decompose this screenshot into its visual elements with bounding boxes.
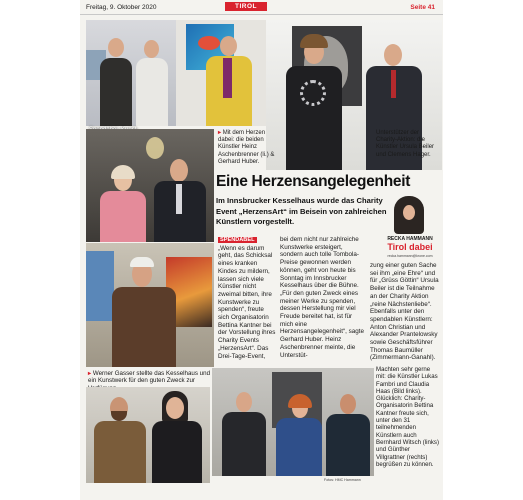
page-header: [80, 0, 443, 15]
column-logo: Tirol dabei: [387, 242, 433, 252]
photo-hackl-baumueller: [86, 20, 176, 126]
article-column-3: [370, 262, 440, 362]
article-column-1: [218, 236, 276, 360]
caption-top-right: Unterstützer der Charity-Aktion: die Künstler Ursula Beiler und Clemens Hager.: [376, 130, 435, 158]
caption-text: Werner Gasser stellte das Kesselhaus und ein Kunstwerk für den guten Zweck zur: [88, 370, 211, 385]
photo-kantner-group: [212, 368, 374, 476]
byline: [380, 196, 440, 266]
article-text: bei dem nicht nur zahlreiche Kunstwerke ersteigert, sondern auch tolle Tombola-Preise gewonnen werden können, geht von heute bis Sonntag im Innsbrucker Kesselhaus über die Bühne. „Für den guten Zweck eines meiner Werke zu spenden, dessen Herstellung mir viel Freude bereitet hat, ist für mich eine Herzensangelegenheit“, sagte Gerhard Huber. Heinz Aschenbrenner meinte, die Unterstüt-: [280, 236, 365, 359]
issue-date: Freitag, 9. Oktober 2020: [86, 4, 157, 11]
newspaper-page: [80, 0, 443, 500]
author-photo: [394, 196, 424, 234]
caption-arrow-icon: ▸: [218, 130, 222, 136]
photo-kessel-duo: [86, 129, 214, 242]
caption-bottom-right: Machten sehr gerne mit: die Künstler Lukas Fambri und Claudia Haas (Bild links). Glücklich: Charity-Organisatorin Bettina Kantner freute sich, unter den 31 teilnehmenden Künstlern auch Bernhard Witsch (links) und Günther Villgrattner (rechts) begrüßen zu können.: [376, 366, 439, 468]
article-text: zung einer guten Sache sei ihm „eine Ehre“ und für „Grüss Göttin“ Ursula Beiler ist die Teilnahme an der Charity Aktion „reine Nächstenliebe“. Ebenfalls unter den spendablen Künstlern: Anton Christian und Alexander Prantelowsky sowie Geschäftsführer Thomas Baumüller (Zimmermann-Ganahl).: [370, 262, 439, 362]
photo-credit: Fotos: HMC Hammann: [324, 478, 361, 482]
article-deck: Im Innsbrucker Kesselhaus wurde das Charity Event „HerzensArt“ im Beisein von zahlreichen Künstlern vorgestellt.: [216, 196, 387, 226]
article-column-2: [280, 236, 366, 359]
caption-top-center: [218, 130, 276, 166]
article-text: „Wenn es darum geht, das Schicksal eines kranken Kindes zu mildern, lassen sich viele Künstler nicht zweimal bitten, ihre Kunstwerke zu spenden“, freute sich Organisatorin Bettina Kantner bei der Vorstellung ihres Charity Events „HerzensArt“. Das Drei-Tage-Event,: [218, 244, 276, 360]
caption-text: Mit dem Herzen dabei: die beiden Künstler Heinz Aschenbrenner (li.) & Gerhard Huber.: [218, 130, 275, 165]
author-name: RECKA HAMMANN: [387, 236, 433, 242]
caption-arrow-icon: ▸: [88, 370, 92, 377]
photo-fambri-haas: [86, 387, 210, 483]
article-kicker: SPENDABEL: [220, 237, 255, 243]
photo-gasser: [86, 243, 214, 367]
page-number: Seite 41: [410, 4, 435, 11]
photo-aschenbrenner: [176, 20, 266, 126]
section-badge: TIROL: [225, 2, 267, 11]
article-headline: Eine Herzensangelegenheit: [216, 173, 411, 190]
author-email: recka.hammann@krone.com: [387, 254, 433, 258]
